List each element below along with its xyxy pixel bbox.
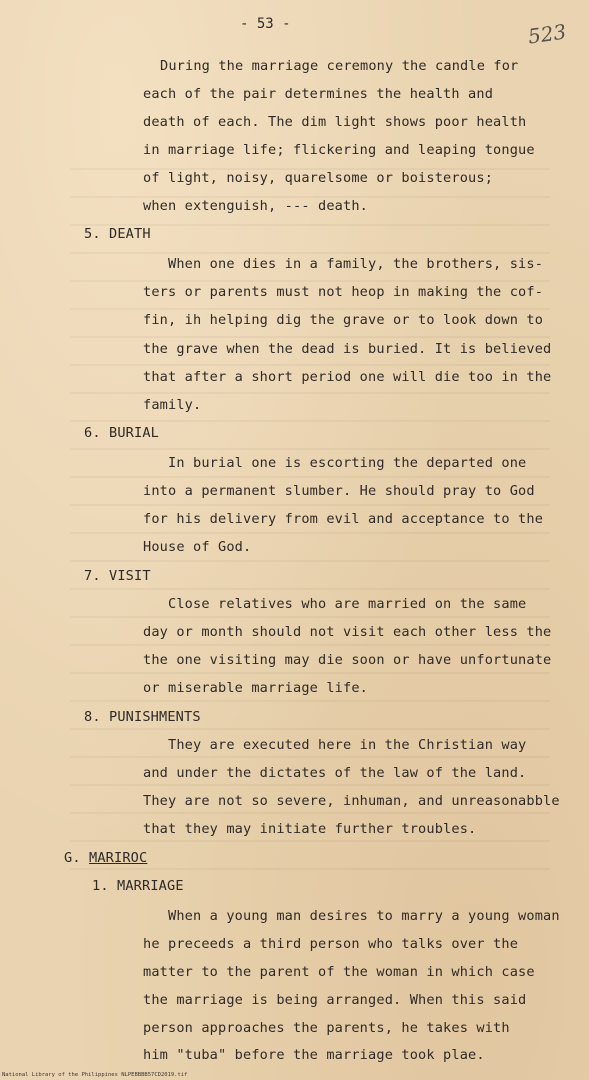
text-line: family.: [143, 397, 202, 413]
text-line: he preceeds a third person who talks over the: [143, 936, 519, 952]
text-line: During the marriage ceremony the candle for: [160, 58, 519, 74]
text-line: and under the dictates of the law of the land.: [143, 765, 527, 781]
text-line: him "tuba" before the marriage took plae.: [143, 1047, 485, 1063]
text-line: person approaches the parents, he takes with: [143, 1020, 510, 1036]
text-line: They are not so severe, inhuman, and unreasonabble: [143, 793, 560, 809]
section-heading-punishments: 8. PUNISHMENTS: [84, 709, 201, 725]
text-line: When one dies in a family, the brothers, sis-: [168, 256, 544, 272]
text-line: the grave when the dead is buried. It is believed: [143, 341, 552, 357]
text-line: day or month should not visit each other less the: [143, 624, 552, 640]
text-line: each of the pair determines the health and: [143, 86, 494, 102]
text-line: that they may initiate further troubles.: [143, 821, 477, 837]
text-line: When a young man desires to marry a young woman: [168, 908, 560, 924]
text-line: for his delivery from evil and acceptance to the: [143, 511, 544, 527]
text-line: when extenguish, --- death.: [143, 198, 369, 214]
page-number: - 53 -: [240, 16, 291, 32]
text-line: the one visiting may die soon or have unfortunate: [143, 652, 552, 668]
text-line: In burial one is escorting the departed one: [168, 455, 527, 471]
text-line: House of God.: [143, 539, 252, 555]
text-line: death of each. The dim light shows poor health: [143, 114, 527, 130]
text-line: into a permanent slumber. He should pray to God: [143, 483, 535, 499]
section-heading-mariroc: [64, 850, 147, 866]
text-line: They are executed here in the Christian way: [168, 737, 527, 753]
section-heading-death: 5. DEATH: [84, 226, 151, 242]
section-heading-burial: 6. BURIAL: [84, 425, 160, 441]
heading-title: MARIROC: [89, 850, 148, 866]
heading-prefix: G.: [64, 850, 90, 866]
section-heading-visit: 7. VISIT: [84, 568, 151, 584]
text-line: that after a short period one will die too in the: [143, 369, 552, 385]
archive-footer: National Library of the Philippines NLPEBBBB57CD2019.tif: [2, 1072, 188, 1078]
text-line: of light, noisy, quarelsome or boisterous;: [143, 170, 494, 186]
text-line: matter to the parent of the woman in which case: [143, 964, 535, 980]
text-line: ters or parents must not heop in making the cof-: [143, 284, 544, 300]
text-line: Close relatives who are married on the same: [168, 596, 527, 612]
section-heading-marriage: 1. MARRIAGE: [92, 878, 184, 894]
text-line: or miserable marriage life.: [143, 680, 369, 696]
text-line: the marriage is being arranged. When this said: [143, 992, 527, 1008]
text-line: in marriage life; flickering and leaping tongue: [143, 142, 535, 158]
text-line: fin, ih helping dig the grave or to look down to: [143, 312, 544, 328]
handwritten-page-number: 523: [526, 19, 568, 49]
